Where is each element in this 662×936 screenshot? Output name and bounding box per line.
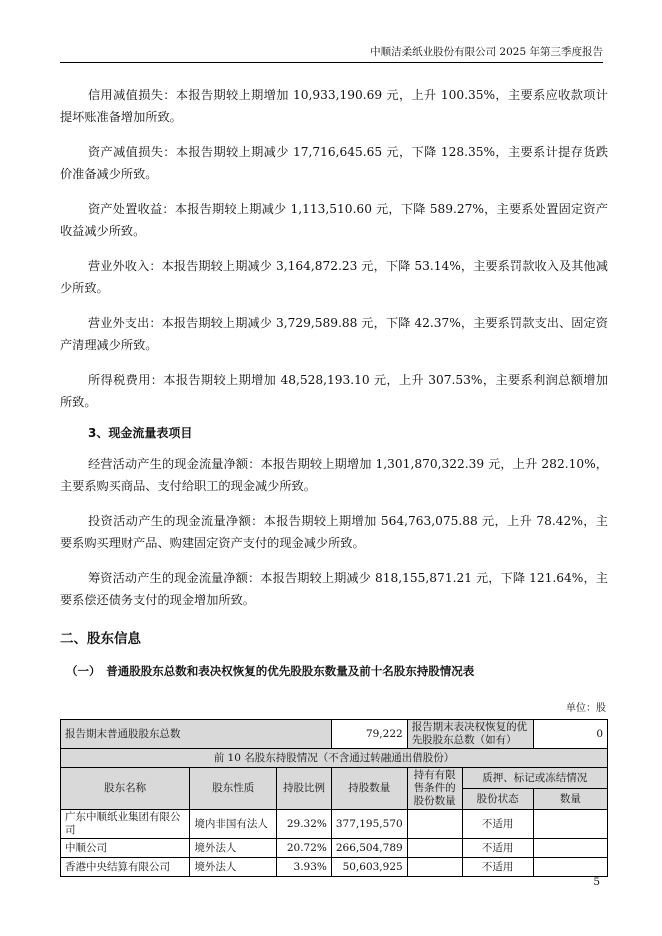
total-shareholders-label: 报告期末普通股股东总数 <box>61 720 332 749</box>
table-row-title <box>61 749 608 768</box>
cell-status: 不适用 <box>462 839 533 858</box>
page-number: 5 <box>593 876 600 888</box>
preferred-shareholders-value: 0 <box>533 720 607 749</box>
cell-name: 广东中顺纸业集团有限公司 <box>61 810 190 839</box>
paragraph-asset-disposal: 资产处置收益：本报告期较上期减少 1,113,510.60 元，下降 589.27%，主要系处置固定资产收益减少所致。 <box>60 202 608 238</box>
table-row <box>61 858 608 877</box>
cell-status: 不适用 <box>462 810 533 839</box>
header-pledge-status: 股份状态 <box>462 789 533 810</box>
cell-nature: 境外法人 <box>190 858 277 877</box>
cell-quantity: 50,603,925 <box>331 858 407 877</box>
paragraph-income-tax: 所得税费用：本报告期较上期增加 48,528,193.10 元，上升 307.53%，主要系利润总额增加所致。 <box>60 373 608 409</box>
cell-ratio: 29.32% <box>277 810 332 839</box>
header-quantity: 持股数量 <box>331 768 407 810</box>
header-restricted: 持有有限售条件的股份数量 <box>407 768 462 810</box>
document-body <box>60 84 608 877</box>
subsection-heading-top10: （一） 普通股股东总数和表决权恢复的优先股股东数量及前十名股东持股情况表 <box>66 664 475 678</box>
cell-quantity: 266,504,789 <box>331 839 407 858</box>
top10-title: 前 10 名股东持股情况（不含通过转融通出借股份） <box>61 749 608 768</box>
table-header-row <box>61 768 608 789</box>
paragraph-asset-impairment: 资产减值损失：本报告期较上期减少 17,716,645.65 元，下降 128.35%，主要系计提存货跌价准备减少所致。 <box>60 145 608 181</box>
unit-label: 单位：股 <box>566 703 606 714</box>
cell-pledge-quantity <box>533 839 607 858</box>
header-pledge-quantity: 数量 <box>533 789 607 810</box>
paragraph-non-operating-income: 营业外收入：本报告期较上期减少 3,164,872.23 元，下降 53.14%，主要系罚款收入及其他减少所致。 <box>60 259 608 295</box>
table-row <box>61 839 608 858</box>
paragraph-investing-cashflow: 投资活动产生的现金流量净额：本报告期较上期增加 564,763,075.88 元，上升 78.42%，主要系购买理财产品、购建固定资产支付的现金减少所致。 <box>60 514 608 550</box>
cell-nature: 境内非国有法人 <box>190 810 277 839</box>
shareholder-table <box>60 719 608 877</box>
header-nature: 股东性质 <box>190 768 277 810</box>
paragraph-non-operating-expense: 营业外支出：本报告期较上期减少 3,729,589.88 元，下降 42.37%，主要系罚款支出、固定资产清理减少所致。 <box>60 316 608 352</box>
cell-ratio: 20.72% <box>277 839 332 858</box>
header-name: 股东名称 <box>61 768 190 810</box>
cell-restricted <box>407 810 462 839</box>
cell-quantity: 377,195,570 <box>331 810 407 839</box>
cell-restricted <box>407 858 462 877</box>
cell-nature: 境外法人 <box>190 839 277 858</box>
header-pledge-group: 质押、标记或冻结情况 <box>462 768 608 789</box>
cell-restricted <box>407 839 462 858</box>
section-heading-shareholders: 二、股东信息 <box>60 631 141 647</box>
table-row-summary <box>61 720 608 749</box>
cell-name: 中顺公司 <box>61 839 190 858</box>
paragraph-financing-cashflow: 筹资活动产生的现金流量净额：本报告期较上期减少 818,155,871.21 元，下降 121.64%，主要系偿还债务支付的现金增加所致。 <box>60 571 608 607</box>
total-shareholders-value: 79,222 <box>331 720 407 749</box>
page-header: 中顺洁柔纸业股份有限公司 2025 年第三季度报告 <box>60 44 603 63</box>
cell-name: 香港中央结算有限公司 <box>61 858 190 877</box>
preferred-shareholders-label: 报告期末表决权恢复的优先股股东总数（如有） <box>407 720 533 749</box>
header-ratio: 持股比例 <box>277 768 332 810</box>
paragraph-credit-impairment: 信用减值损失：本报告期较上期增加 10,933,190.69 元，上升 100.35%，主要系应收款项计提坏账准备增加所致。 <box>60 88 608 124</box>
paragraph-operating-cashflow: 经营活动产生的现金流量净额：本报告期较上期增加 1,301,870,322.39 元，上升 282.10%，主要系购买商品、支付给职工的现金减少所致。 <box>60 457 608 493</box>
cell-pledge-quantity <box>533 858 607 877</box>
table-row <box>61 810 608 839</box>
cashflow-heading: 3、现金流量表项目 <box>88 426 193 440</box>
cell-pledge-quantity <box>533 810 607 839</box>
cell-ratio: 3.93% <box>277 858 332 877</box>
cell-status: 不适用 <box>462 858 533 877</box>
